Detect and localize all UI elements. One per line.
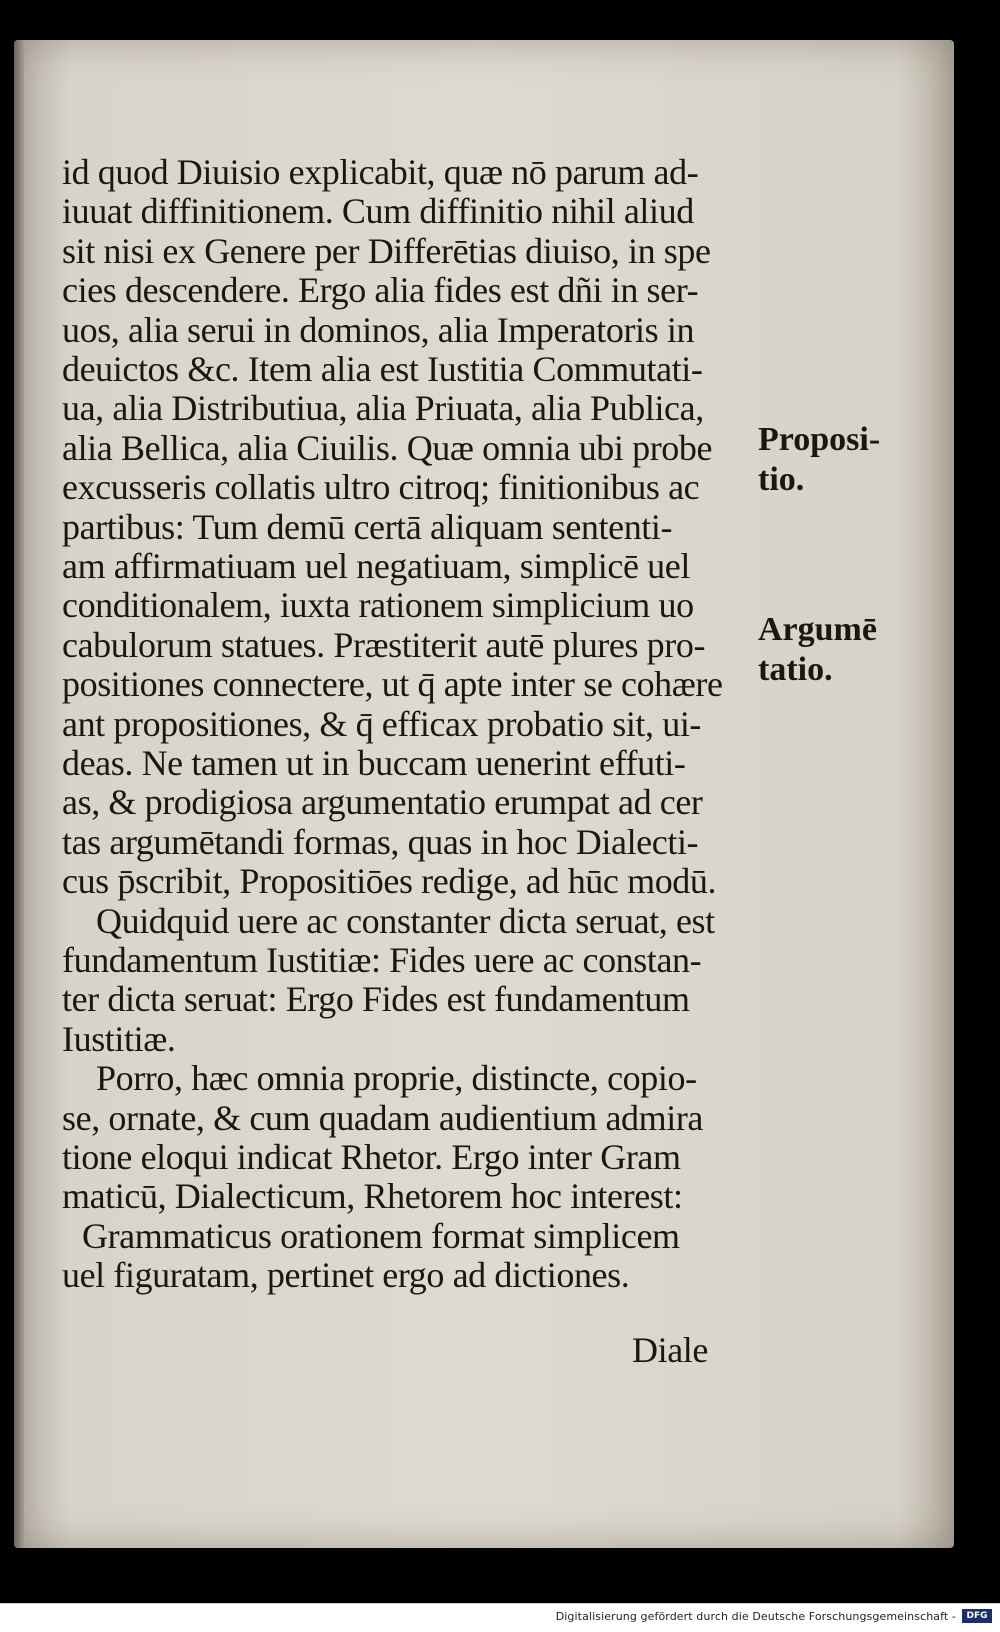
text-line: deas. Ne tamen ut in buccam uenerint effuti-	[62, 743, 686, 783]
text-line: fundamentum Iustitiæ: Fides uere ac constan-	[62, 940, 702, 980]
text-line: excusseris collatis ultro citroq; finitionibus ac	[62, 467, 700, 508]
text-line: uos, alia serui in dominos, alia Imperatoris in	[62, 309, 695, 350]
marginal-note-propositio-1: Proposi-	[758, 421, 881, 458]
text-line: Porro, hæc omnia proprie, distincte, copio-	[96, 1058, 697, 1099]
footer-bar	[0, 1603, 1000, 1632]
text-line: am affirmatiuam uel negatiuam, simplicē uel	[62, 546, 690, 586]
text-line: ua, alia Distributiua, alia Priuata, alia Publica,	[62, 388, 704, 429]
text-line: id quod Diuisio explicabit, quæ nō parum ad-	[62, 152, 699, 192]
text-line: cabulorum statues. Præstiterit autē plures pro-	[62, 624, 706, 665]
dfg-logo: DFG	[962, 1609, 992, 1623]
text-line: deuictos &c. Item alia est Iustitia Commutati-	[62, 349, 703, 389]
text-line: iuuat diffinitionem. Cum diffinitio nihil aliud	[62, 191, 694, 232]
text-line: ter dicta seruat: Ergo Fides est fundamentum	[62, 979, 690, 1020]
text-line: cus p̄scribit, Propositiōes redige, ad hūc modū.	[62, 861, 717, 902]
text-line: positiones connectere, ut q̄ apte inter se cohære	[62, 664, 723, 705]
text-line: partibus: Tum demū certā aliquam sententi-	[62, 506, 673, 547]
text-line: tas argumētandi formas, quas in hoc Dialecti-	[62, 821, 699, 862]
marginal-note-propositio-2: tio.	[758, 461, 805, 498]
text-line: se, ornate, & cum quadam audientium admira	[62, 1097, 703, 1138]
funding-credit: Digitalisierung gefördert durch die Deutsche Forschungsgemeinschaft -	[555, 1610, 956, 1623]
text-line: Iustitiæ.	[62, 1018, 176, 1059]
text-line: as, & prodigiosa argumentatio erumpat ad cer	[62, 782, 703, 823]
text-line: conditionalem, iuxta rationem simplicium uo	[62, 585, 694, 626]
catchword: Diale	[632, 1330, 708, 1370]
book-page	[14, 40, 954, 1548]
text-line: alia Bellica, alia Ciuilis. Quæ omnia ubi probe	[62, 427, 713, 468]
text-line: Grammaticus orationem format simplicem	[82, 1215, 680, 1256]
text-line: sit nisi ex Genere per Differētias diuiso, in spe	[62, 230, 711, 271]
text-line: Quidquid uere ac constanter dicta seruat, est	[96, 900, 715, 941]
text-line: ant propositiones, & q̄ efficax probatio sit, ui-	[62, 703, 702, 744]
text-line: maticū, Dialecticum, Rhetorem hoc interest:	[62, 1176, 683, 1217]
marginal-note-argumentatio-2: tatio.	[758, 651, 833, 688]
text-line: cies descendere. Ergo alia fides est dñi in ser-	[62, 270, 699, 311]
text-line: uel figuratam, pertinet ergo ad dictiones.	[62, 1255, 630, 1296]
text-line: tione eloqui indicat Rhetor. Ergo inter Gram	[62, 1137, 681, 1177]
marginal-note-argumentatio-1: Argumē	[758, 611, 877, 648]
